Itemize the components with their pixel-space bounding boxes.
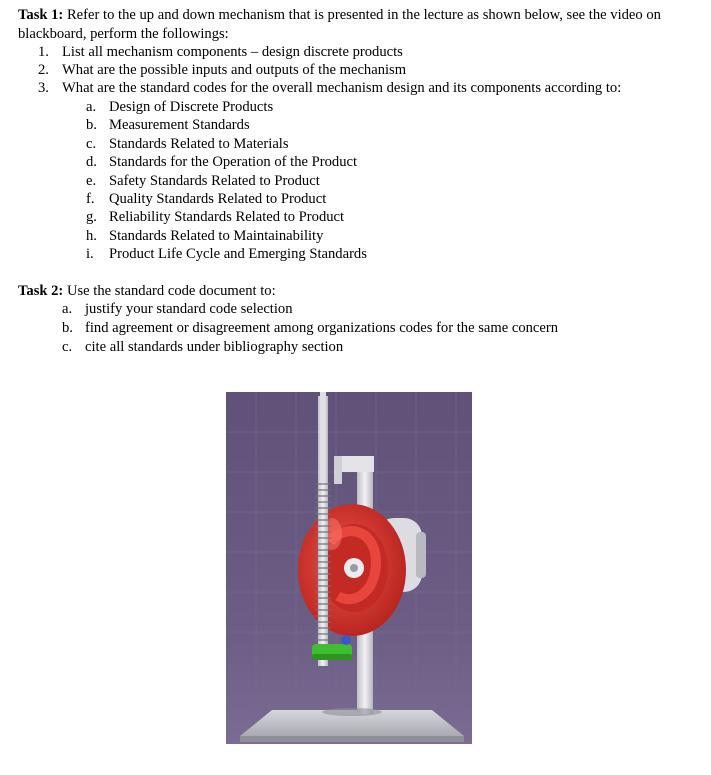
subitem-marker: c.: [86, 136, 97, 152]
subitem-marker: f.: [86, 191, 95, 207]
task1-subitem: [86, 190, 326, 208]
subitem-text: Standards for the Operation of the Product: [109, 154, 358, 170]
item-marker: 1.: [38, 44, 49, 60]
subitem-marker: b.: [86, 117, 97, 133]
carriage-joint: [341, 635, 351, 645]
base-plate-edge: [240, 736, 464, 742]
subitem-text: Safety Standards Related to Product: [109, 173, 320, 189]
task1-subitem: [86, 245, 367, 263]
subitem-text: Standards Related to Materials: [109, 136, 289, 152]
frame-arm-side: [334, 456, 342, 484]
base-shadow: [322, 708, 382, 716]
task1-subitem: [86, 227, 323, 245]
item-marker: 3.: [38, 80, 49, 96]
subitem-text: Reliability Standards Related to Product: [109, 209, 345, 225]
subitem-marker: d.: [86, 154, 97, 170]
motor-cap: [416, 532, 426, 578]
subitem-text: Measurement Standards: [109, 117, 250, 133]
mechanism-figure: [226, 392, 472, 744]
mechanism-render-icon: [226, 392, 472, 744]
task1-subitem: [86, 172, 320, 190]
item-text: List all mechanism components – design discrete products: [62, 44, 403, 60]
task1-subitem: [86, 153, 357, 171]
task2-item: [62, 300, 293, 318]
task1-intro-text: Refer to the up and down mechanism that is presented in the lecture as shown below, see the video on blackboard, perform the followings:: [18, 7, 661, 42]
task1-subitem: [86, 135, 289, 153]
task2-label: Task 2:: [18, 283, 64, 299]
task1-item: [38, 61, 406, 79]
subitem-marker: h.: [86, 228, 97, 244]
wheel-hub-center: [350, 564, 358, 572]
subitem-text: Quality Standards Related to Product: [109, 191, 327, 207]
item-text: What are the possible inputs and outputs of the mechanism: [62, 62, 407, 78]
subitem-marker: a.: [86, 99, 97, 115]
item-marker: b.: [62, 320, 73, 336]
green-carriage-shade: [312, 654, 352, 660]
subitem-text: Design of Discrete Products: [109, 99, 274, 115]
task1-intro: [18, 6, 698, 43]
subitem-marker: g.: [86, 209, 97, 225]
item-text: justify your standard code selection: [85, 301, 293, 317]
item-marker: a.: [62, 301, 73, 317]
item-marker: c.: [62, 339, 73, 355]
task1-subitem: [86, 208, 344, 226]
item-text: find agreement or disagreement among organizations codes for the same concern: [85, 320, 559, 336]
task2-intro: [18, 282, 276, 300]
item-text: cite all standards under bibliography section: [85, 339, 344, 355]
subitem-marker: i.: [86, 246, 94, 262]
subitem-text: Product Life Cycle and Emerging Standards: [109, 246, 367, 262]
item-marker: 2.: [38, 62, 49, 78]
subitem-text: Standards Related to Maintainability: [109, 228, 324, 244]
subitem-marker: e.: [86, 173, 97, 189]
task1-subitem: [86, 98, 273, 116]
task2-intro-text: Use the standard code document to:: [66, 283, 276, 299]
task2-item: [62, 319, 558, 337]
task2-item: [62, 338, 343, 356]
task1-item: [38, 43, 403, 61]
task1-subitem: [86, 116, 250, 134]
item-text: What are the standard codes for the overall mechanism design and its components according to:: [62, 80, 622, 96]
rack-top-rod: [320, 392, 326, 482]
task1-item: [38, 79, 621, 97]
task1-label: Task 1:: [18, 7, 64, 23]
